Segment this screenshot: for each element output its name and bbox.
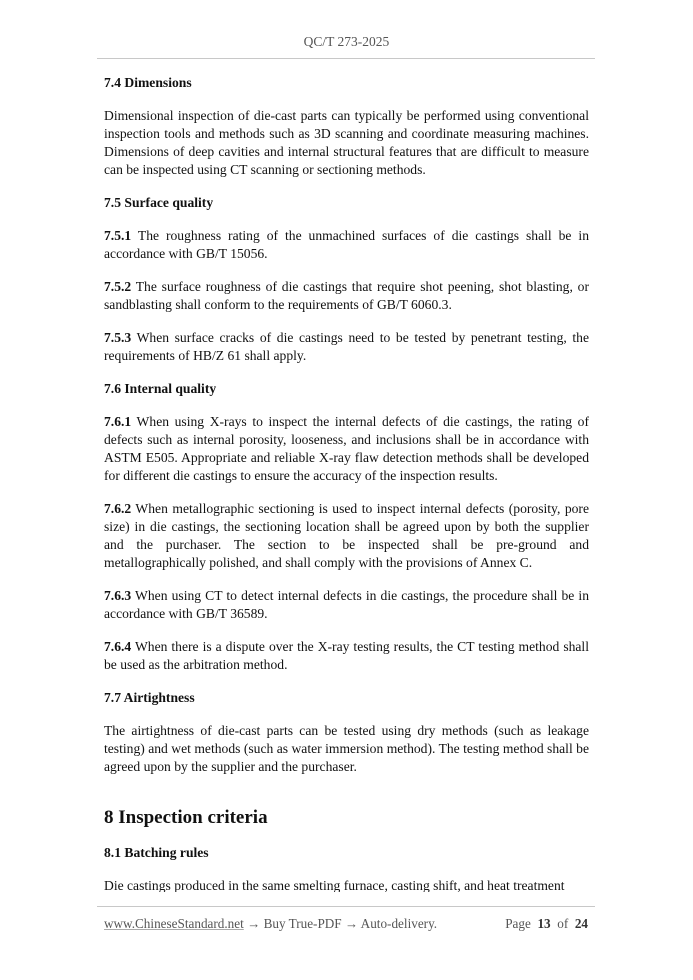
chapter-heading-8: 8 Inspection criteria bbox=[104, 807, 268, 828]
clause-text: When using X-rays to inspect the internal defects of die castings, the rating of defects such as internal porosity, looseness, and inclusions shall be in accordance with ASTM E505. Appropriate and reliable X-ray flaw detection methods shall be developed for different die castings to ensure the accuracy of the inspection results. bbox=[104, 414, 589, 483]
page-number: 13 bbox=[537, 916, 551, 931]
paragraph: The airtightness of die-cast parts can be tested using dry methods (such as leakage testing) and wet methods (such as water immersion method). The testing method shall be agreed upon by the supplier and the purchaser. bbox=[104, 723, 589, 774]
clause-7-6-3 bbox=[104, 587, 589, 623]
page-footer bbox=[104, 916, 588, 932]
total-pages: 24 bbox=[574, 916, 588, 931]
clause-number: 7.5.2 bbox=[104, 279, 132, 294]
clause-7-5-3 bbox=[104, 329, 589, 365]
paragraph: Dimensional inspection of die-cast parts can typically be performed using conventional inspection tools and methods such as 3D scanning and coordinate measuring machines. Dimensions of deep cavities and internal structural features that are difficult to measure can be inspected using CT scanning or sectioning methods. bbox=[104, 108, 589, 177]
clause-text: The roughness rating of the unmachined surfaces of die castings shall be in accordance with GB/T 15056. bbox=[104, 228, 589, 261]
section-heading-7-7: 7.7 Airtightness bbox=[104, 690, 195, 705]
clause-number: 7.6.2 bbox=[104, 501, 132, 516]
clause-text: The surface roughness of die castings that require shot peening, shot blasting, or sandblasting shall conform to the requirements of GB/T 6060.3. bbox=[104, 279, 589, 312]
clause-7-5-2 bbox=[104, 278, 589, 314]
clause-text: When using CT to detect internal defects in die castings, the procedure shall be in accordance with GB/T 36589. bbox=[104, 588, 589, 621]
clause-7-6-1 bbox=[104, 413, 589, 485]
clause-number: 7.6.3 bbox=[104, 588, 132, 603]
clause-text: When there is a dispute over the X-ray testing results, the CT testing method shall be used as the arbitration method. bbox=[104, 639, 589, 672]
header-divider bbox=[97, 58, 595, 59]
paragraph: Die castings produced in the same smelting furnace, casting shift, and heat treatment bbox=[104, 878, 565, 892]
clause-7-6-2 bbox=[104, 500, 589, 572]
of-label: of bbox=[557, 916, 569, 931]
page-indicator bbox=[505, 916, 588, 932]
section-heading-7-5: 7.5 Surface quality bbox=[104, 195, 214, 210]
clause-number: 7.5.3 bbox=[104, 330, 132, 345]
clause-text: When metallographic sectioning is used to inspect internal defects (porosity, pore size) in die castings, the sectioning location shall be agreed upon by both the supplier and the purchaser. The section to be inspected shall be pre-ground and metallographically polished, and shall comply with the provisions of Annex C. bbox=[104, 501, 589, 570]
section-heading-7-6: 7.6 Internal quality bbox=[104, 381, 217, 396]
clause-number: 7.5.1 bbox=[104, 228, 132, 243]
section-heading-8-1: 8.1 Batching rules bbox=[104, 845, 209, 860]
clause-number: 7.6.1 bbox=[104, 414, 132, 429]
section-heading-7-4: 7.4 Dimensions bbox=[104, 75, 192, 90]
page-body bbox=[104, 74, 589, 892]
website-link[interactable]: www.ChineseStandard.net bbox=[104, 916, 244, 931]
clause-7-6-4 bbox=[104, 638, 589, 674]
clause-text: When surface cracks of die castings need to be tested by penetrant testing, the requirements of HB/Z 61 shall apply. bbox=[104, 330, 589, 363]
footer-divider bbox=[97, 906, 595, 907]
document-code-header: QC/T 273-2025 bbox=[303, 34, 390, 49]
clause-number: 7.6.4 bbox=[104, 639, 132, 654]
clause-7-5-1 bbox=[104, 227, 589, 263]
footer-promo-text: → Buy True-PDF → Auto-delivery. bbox=[243, 916, 438, 931]
page-label: Page bbox=[505, 916, 531, 931]
footer-promo bbox=[104, 916, 437, 932]
